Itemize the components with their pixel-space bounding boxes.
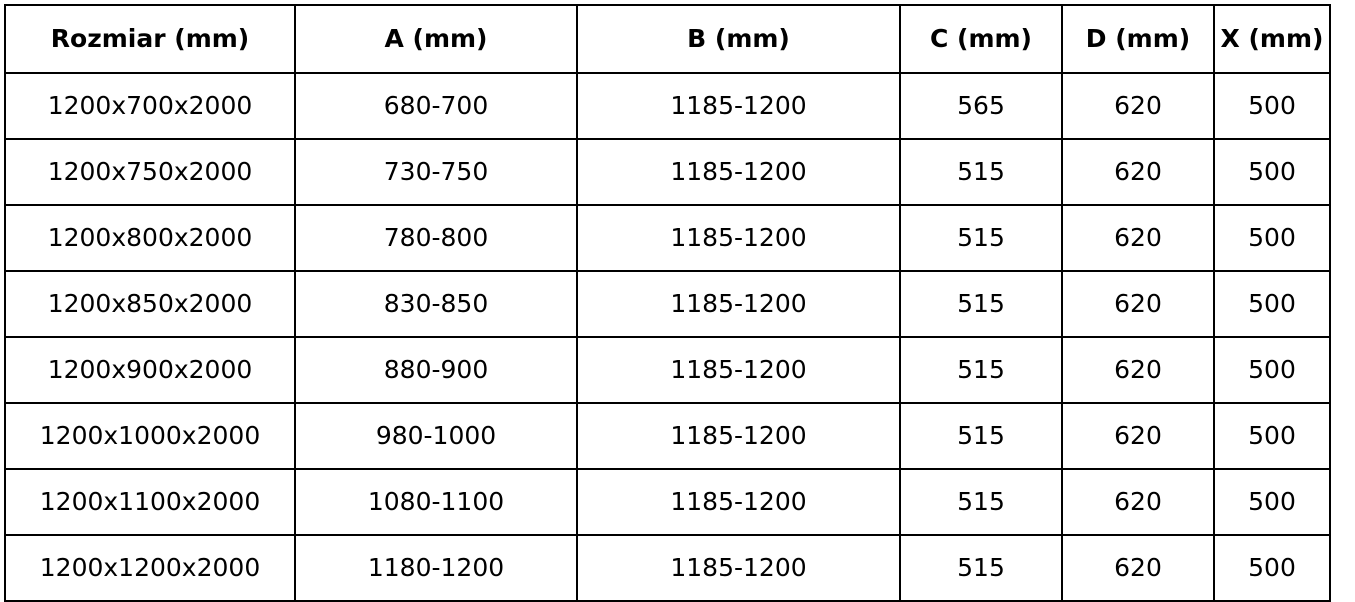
cell-x: 500 xyxy=(1214,271,1330,337)
table-row xyxy=(5,73,1330,139)
cell-d: 620 xyxy=(1062,535,1214,601)
cell-d: 620 xyxy=(1062,205,1214,271)
cell-a: 1080-1100 xyxy=(295,469,577,535)
table-row xyxy=(5,535,1330,601)
table-row xyxy=(5,337,1330,403)
cell-rozmiar: 1200x1100x2000 xyxy=(5,469,295,535)
cell-b: 1185-1200 xyxy=(577,139,900,205)
cell-a: 1180-1200 xyxy=(295,535,577,601)
cell-c: 515 xyxy=(900,139,1062,205)
specification-table-container xyxy=(0,4,1355,595)
cell-a: 780-800 xyxy=(295,205,577,271)
cell-b: 1185-1200 xyxy=(577,337,900,403)
table-header xyxy=(5,5,1330,73)
column-header-c: C (mm) xyxy=(900,5,1062,73)
cell-c: 515 xyxy=(900,271,1062,337)
cell-c: 515 xyxy=(900,403,1062,469)
cell-x: 500 xyxy=(1214,139,1330,205)
table-row xyxy=(5,403,1330,469)
cell-x: 500 xyxy=(1214,337,1330,403)
table-row xyxy=(5,139,1330,205)
cell-d: 620 xyxy=(1062,403,1214,469)
cell-rozmiar: 1200x850x2000 xyxy=(5,271,295,337)
cell-a: 680-700 xyxy=(295,73,577,139)
cell-b: 1185-1200 xyxy=(577,403,900,469)
cell-d: 620 xyxy=(1062,73,1214,139)
cell-b: 1185-1200 xyxy=(577,535,900,601)
specification-table xyxy=(4,4,1331,602)
table-row xyxy=(5,205,1330,271)
column-header-b: B (mm) xyxy=(577,5,900,73)
column-header-a: A (mm) xyxy=(295,5,577,73)
cell-rozmiar: 1200x700x2000 xyxy=(5,73,295,139)
table-row xyxy=(5,469,1330,535)
cell-x: 500 xyxy=(1214,469,1330,535)
cell-a: 830-850 xyxy=(295,271,577,337)
cell-b: 1185-1200 xyxy=(577,205,900,271)
table-row xyxy=(5,271,1330,337)
cell-rozmiar: 1200x800x2000 xyxy=(5,205,295,271)
cell-x: 500 xyxy=(1214,73,1330,139)
cell-d: 620 xyxy=(1062,469,1214,535)
cell-c: 515 xyxy=(900,469,1062,535)
cell-rozmiar: 1200x750x2000 xyxy=(5,139,295,205)
cell-b: 1185-1200 xyxy=(577,469,900,535)
column-header-d: D (mm) xyxy=(1062,5,1214,73)
cell-d: 620 xyxy=(1062,139,1214,205)
cell-x: 500 xyxy=(1214,535,1330,601)
cell-a: 730-750 xyxy=(295,139,577,205)
column-header-x: X (mm) xyxy=(1214,5,1330,73)
cell-x: 500 xyxy=(1214,205,1330,271)
cell-rozmiar: 1200x900x2000 xyxy=(5,337,295,403)
column-header-rozmiar: Rozmiar (mm) xyxy=(5,5,295,73)
cell-a: 880-900 xyxy=(295,337,577,403)
table-header-row xyxy=(5,5,1330,73)
cell-c: 515 xyxy=(900,337,1062,403)
cell-d: 620 xyxy=(1062,271,1214,337)
cell-rozmiar: 1200x1000x2000 xyxy=(5,403,295,469)
cell-b: 1185-1200 xyxy=(577,271,900,337)
table-body xyxy=(5,73,1330,601)
cell-c: 565 xyxy=(900,73,1062,139)
cell-c: 515 xyxy=(900,205,1062,271)
cell-b: 1185-1200 xyxy=(577,73,900,139)
cell-rozmiar: 1200x1200x2000 xyxy=(5,535,295,601)
cell-x: 500 xyxy=(1214,403,1330,469)
cell-d: 620 xyxy=(1062,337,1214,403)
cell-a: 980-1000 xyxy=(295,403,577,469)
cell-c: 515 xyxy=(900,535,1062,601)
